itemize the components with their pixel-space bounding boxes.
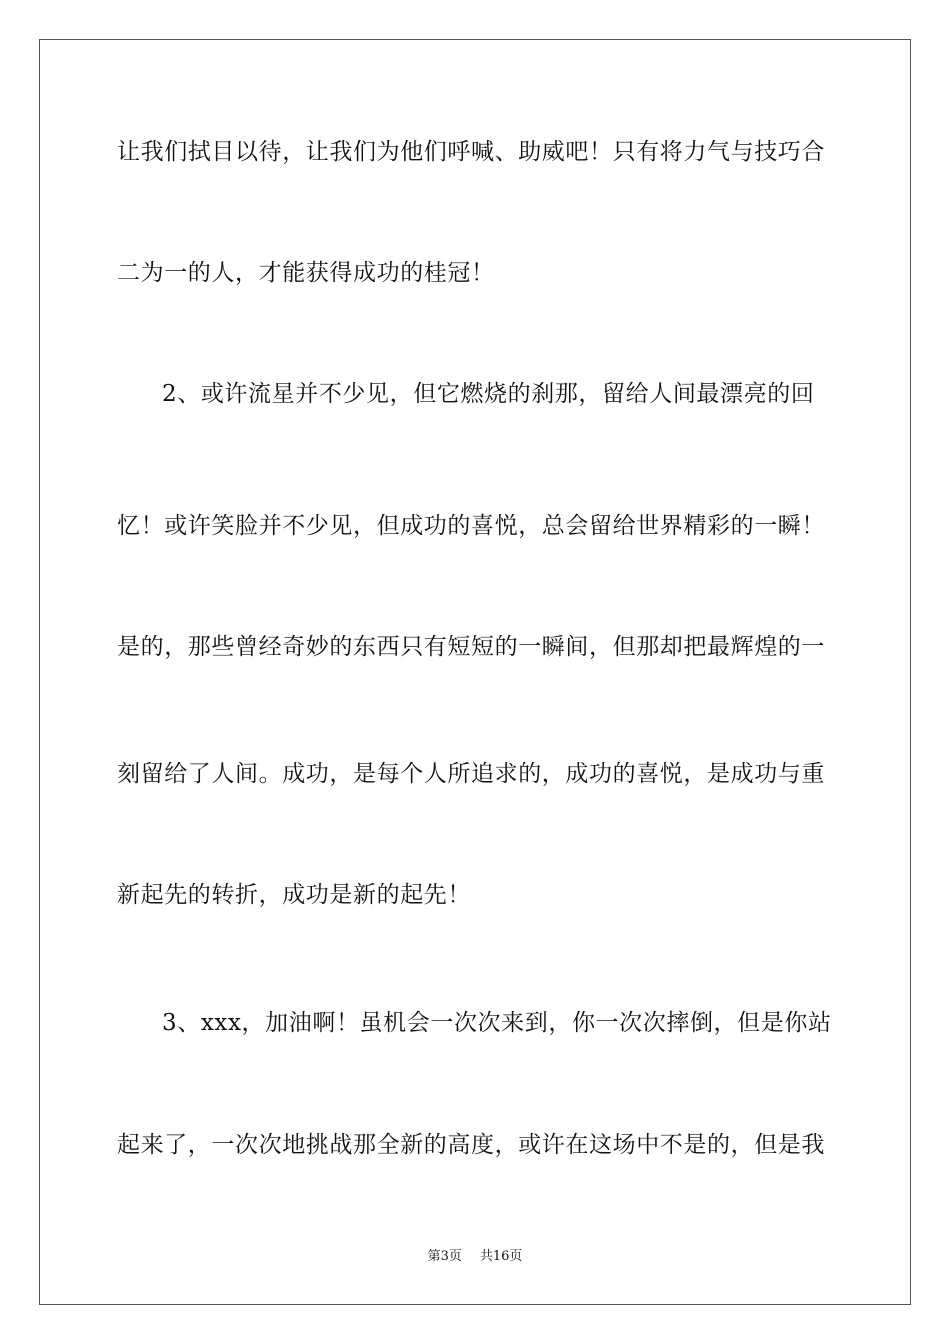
text-line-4: 忆！或许笑脸并不少见，但成功的喜悦，总会留给世界精彩的一瞬！ xyxy=(117,513,825,539)
text-line-9: 起来了，一次次地挑战那全新的高度，或许在这场中不是的，但是我 xyxy=(117,1132,825,1158)
page-footer xyxy=(0,1247,950,1267)
text-line-6: 刻留给了人间。成功，是每个人所追求的，成功的喜悦，是成功与重 xyxy=(117,761,825,787)
page-number: 第3页 xyxy=(427,1249,462,1264)
page-total: 共16页 xyxy=(479,1249,523,1264)
text-line-5: 是的，那些曾经奇妙的东西只有短短的一瞬间，但那却把最辉煌的一 xyxy=(117,634,825,660)
text-line-2: 二为一的人，才能获得成功的桂冠！ xyxy=(117,260,495,286)
text-line-3: 2、或许流星并不少见，但它燃烧的刹那，留给人间最漂亮的回 xyxy=(162,381,815,407)
text-line-1: 让我们拭目以待，让我们为他们呼喊、助威吧！只有将力气与技巧合 xyxy=(117,139,825,165)
page-frame xyxy=(39,39,911,1305)
text-line-7: 新起先的转折，成功是新的起先！ xyxy=(117,882,471,908)
text-line-8: 3、xxx，加油啊！虽机会一次次来到，你一次次摔倒，但是你站 xyxy=(162,1010,832,1036)
